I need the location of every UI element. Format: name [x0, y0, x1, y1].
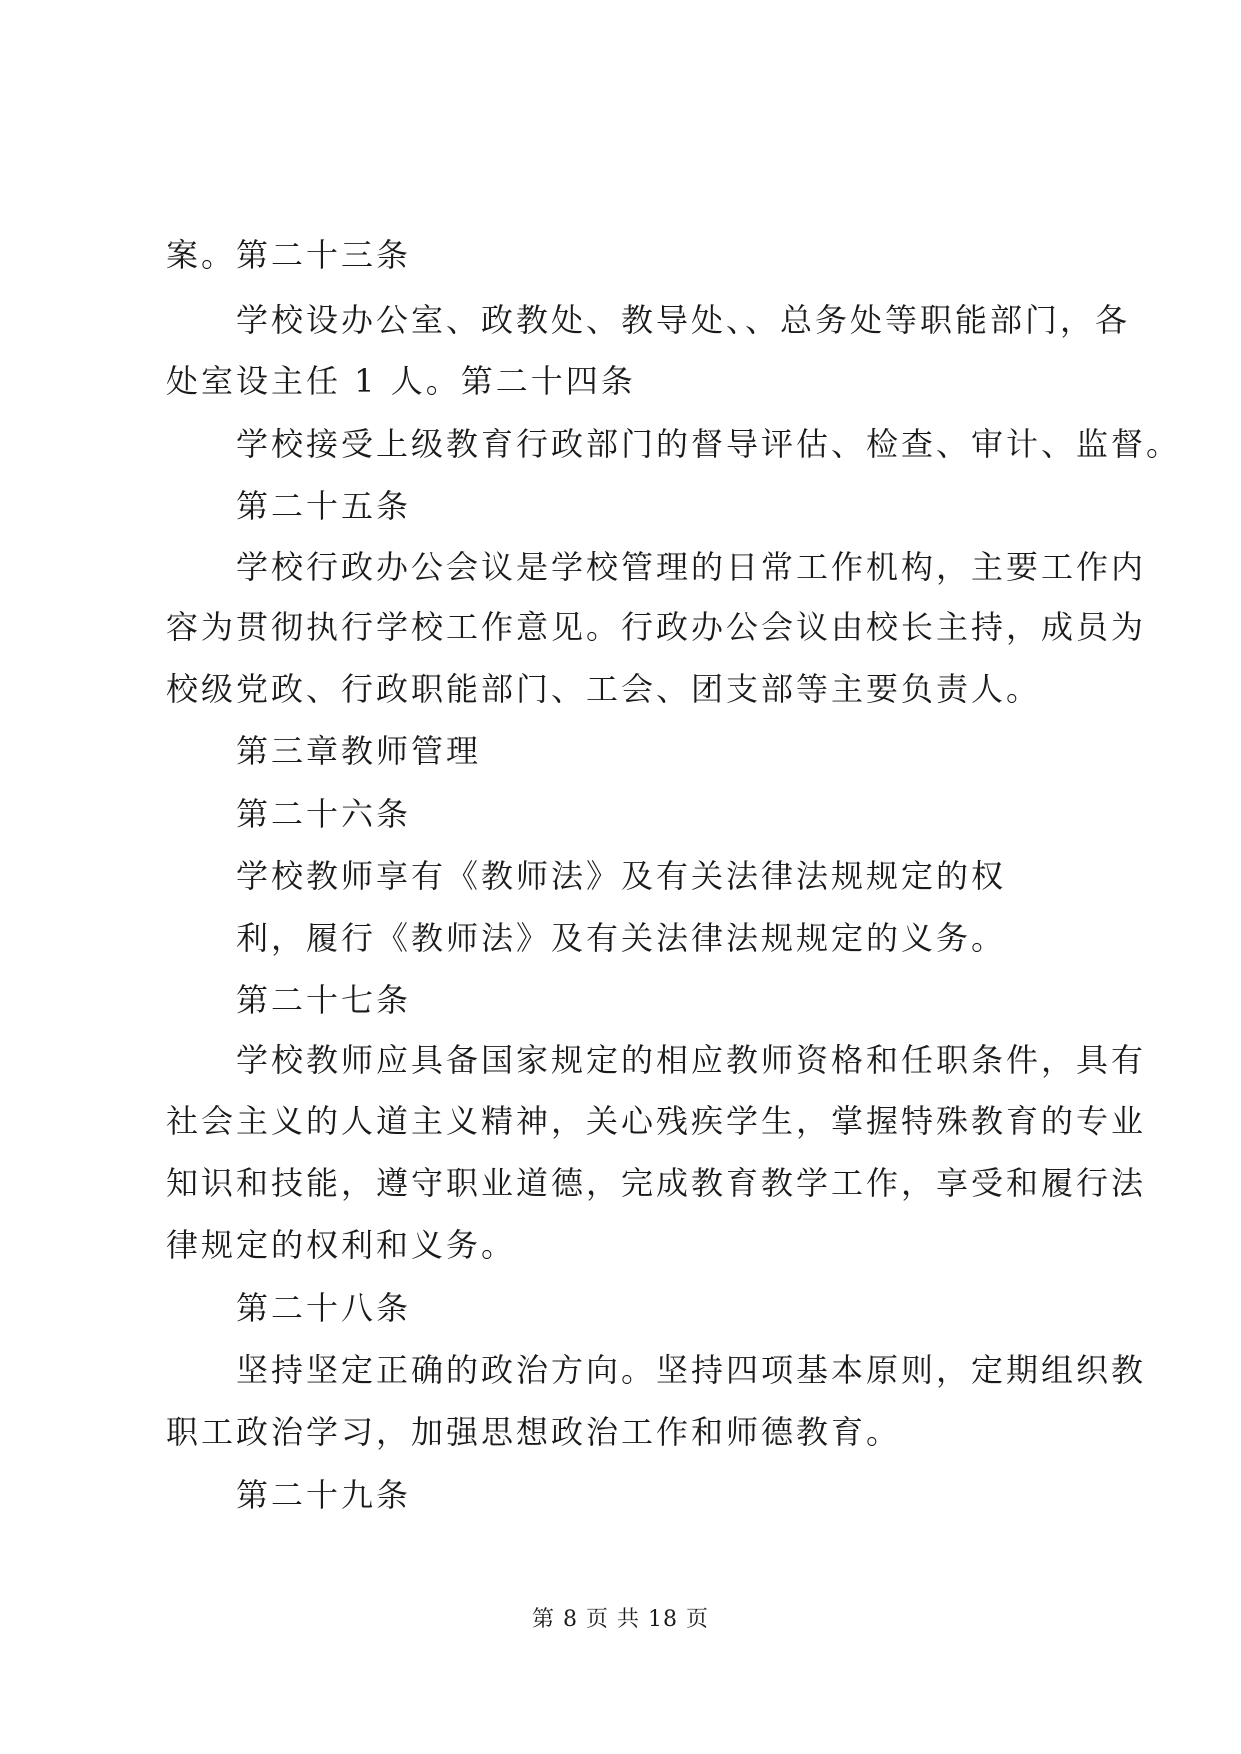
- paragraph-line-supervision: 学校接受上级教育行政部门的督导评估、检查、审计、监督。: [236, 425, 1182, 463]
- body-line-continuation: 职工政治学习，加强思想政治工作和师德教育。: [166, 1413, 902, 1451]
- body-line-continuation: 社会主义的人道主义精神，关心残疾学生，掌握特殊教育的专业: [166, 1102, 1147, 1140]
- paragraph-line-teacher-duties: 利，履行《教师法》及有关法律法规规定的义务。: [236, 919, 1007, 957]
- paragraph-line-teacher-qualification: 学校教师应具备国家规定的相应教师资格和任职条件，具有: [236, 1041, 1147, 1079]
- paragraph-line-departments: 学校设办公室、政教处、教导处、、总务处等职能部门，各: [236, 301, 1131, 339]
- body-line-continuation: 案。第二十三条: [166, 236, 412, 274]
- article-heading: 第二十七条: [236, 981, 412, 1019]
- article-heading: 第二十五条: [236, 487, 412, 525]
- body-line-continuation: 律规定的权利和义务。: [166, 1226, 517, 1264]
- chapter-heading: 第三章教师管理: [236, 732, 482, 770]
- page-number-footer: 第 8 页 共 18 页: [532, 1607, 709, 1632]
- body-line-continuation: 校级党政、行政职能部门、工会、团支部等主要负责人。: [166, 670, 1042, 708]
- body-line-continuation: 处室设主任 1 人。第二十四条: [166, 362, 636, 400]
- article-heading: 第二十六条: [236, 795, 412, 833]
- paragraph-line-teacher-rights: 学校教师享有《教师法》及有关法律法规规定的权: [236, 857, 1007, 895]
- article-heading: 第二十八条: [236, 1289, 412, 1327]
- paragraph-line-admin-meeting: 学校行政办公会议是学校管理的日常工作机构，主要工作内: [236, 548, 1147, 586]
- article-heading: 第二十九条: [236, 1476, 412, 1514]
- body-line-continuation: 知识和技能，遵守职业道德，完成教育教学工作，享受和履行法: [166, 1164, 1147, 1202]
- body-line-continuation: 容为贯彻执行学校工作意见。行政办公会议由校长主持，成员为: [166, 608, 1147, 646]
- paragraph-line-political-direction: 坚持坚定正确的政治方向。坚持四项基本原则，定期组织教: [236, 1351, 1147, 1389]
